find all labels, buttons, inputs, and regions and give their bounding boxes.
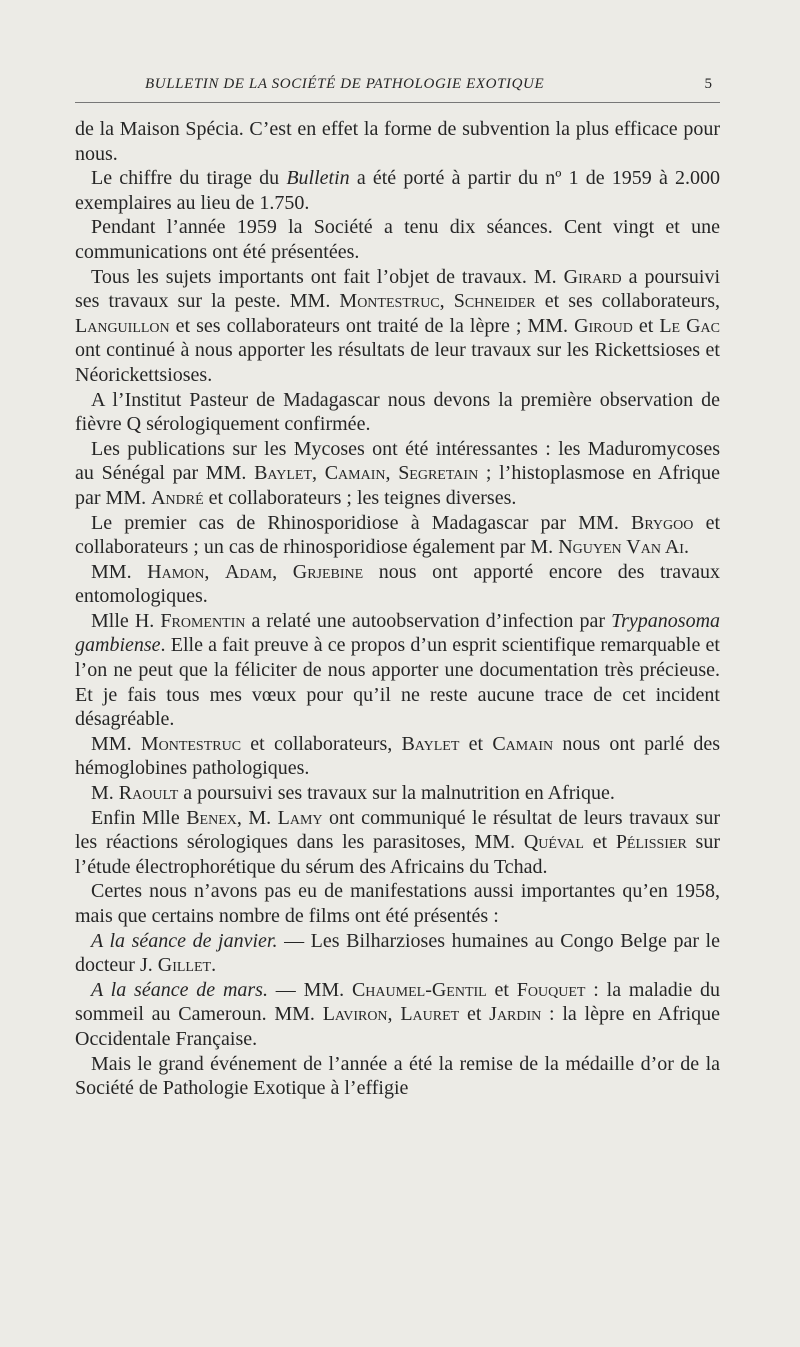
author-name: Montestruc [140,732,242,755]
author-name: Adam [225,560,273,583]
paragraph [75,609,720,732]
text-run: , M. [236,806,278,829]
text-run: ; l’histoplasmose en Afrique par MM. [75,462,721,509]
author-name: Chaumel-Gentil [351,978,487,1001]
text-run: , [312,462,325,485]
text-run: ont continué à nous apporter les résultats de leur travaux sur les Rickettsioses et Néorickettsioses. [75,339,720,386]
text-run: , [204,560,226,583]
text-run: . Elle a fait preuve à ce propos d’un esprit scientifique remarquable et l’on ne peut que la féliciter de nous apporter une documentation très précieuse. Et je fais tous mes vœux pour qu’il ne reste aucune trace de cet incident désagréable. [75,634,720,731]
running-header-title: BULLETIN DE LA SOCIÉTÉ DE PATHOLOGIE EXOTIQUE [145,76,545,92]
text-run: de la Maison Spécia. C’est en effet la forme de subvention la plus efficace pour nous. [75,118,720,165]
paragraph [75,388,720,437]
text-run: et [486,978,517,1001]
text-run: Mais le grand événement de l’année a été la remise de la médaille d’or de la Société de Pathologie Exotique à l’effigie [75,1052,720,1100]
italic-text: A la séance de janvier. [91,929,278,952]
text-run: et [583,831,616,854]
author-name: Segretain [398,462,479,485]
author-name: Languillon [75,314,170,337]
paragraph [75,1052,720,1101]
text-run: . [211,954,217,977]
paragraph [75,732,720,781]
text-run: nous ont apporté encore des travaux entomologiques. [75,560,721,608]
text-run: a poursuivi ses travaux sur la malnutrition en Afrique. [178,782,615,805]
author-name: Brygoo [631,511,694,534]
running-header [75,76,720,103]
text-run: A l’Institut Pasteur de Madagascar nous devons la première observation de fièvre Q sérologiquement confirmée. [75,388,720,436]
page-number: 5 [704,76,712,92]
text-run: a poursuivi ses travaux sur la peste. MM. [75,265,721,313]
paragraph [75,560,720,609]
text-run: a relaté une autoobservation d’infection par [245,609,612,632]
author-name: Raoult [118,782,179,805]
text-run: , [439,290,454,313]
paragraph [75,215,720,264]
text-run: et collaborateurs ; les teignes diverses. [203,486,517,509]
author-name: Nguyen Van Ai [558,536,684,559]
author-name: Le Gac [659,314,721,337]
author-name: Giroud [574,314,633,337]
text-run: Tous les sujets importants ont fait l’objet de travaux. M. [91,265,564,288]
text-run: et collaborateurs ; un cas de rhinosporidiose également par M. [75,511,721,559]
text-run: : la maladie du sommeil au Cameroun. MM. [75,978,721,1026]
text-run: et [459,1003,490,1026]
author-name: Benex [186,806,237,829]
text-run: Enfin Mlle [91,806,187,829]
text-run: , [272,560,293,583]
author-name: Camain [324,462,386,485]
author-name: Baylet [401,732,460,755]
author-name: Gillet [157,954,212,977]
text-run: Pendant l’année 1959 la Société a tenu dix séances. Cent vingt et une communications ont été présentées. [75,216,720,263]
text-run: MM. [91,560,148,583]
text-run: et [459,732,493,755]
italic-text: A la séance de mars. [91,978,268,1001]
text-run: et collaborateurs, [241,732,402,755]
author-name: Camain [492,732,554,755]
author-name: Fouquet [516,978,586,1001]
text-run: et ses collaborateurs ont traité de la lèpre ; MM. [169,314,575,337]
text-run: Mlle H. [91,609,161,632]
text-run: M. [91,782,119,805]
author-name: Lauret [400,1003,460,1026]
text-run: Le chiffre du tirage du [91,167,287,190]
text-run: sur l’étude électrophorétique du sérum des Africains du Tchad. [75,831,721,878]
author-name: Lamy [277,806,323,829]
paragraph [75,117,720,166]
author-name: Girard [563,265,622,288]
text-run: ont communiqué le résultat de leurs travaux sur les réactions sérologiques dans les parasitoses, MM. [75,806,720,854]
paragraph [75,929,720,978]
paragraph [75,806,720,880]
text-run: et [632,314,660,337]
text-run: Certes nous n’avons pas eu de manifestations aussi importantes qu’en 1958, mais que certains nombre de films ont été présentés : [75,880,720,927]
text-run: — Les Bilharzioses humaines au Congo Belge par le docteur J. [75,929,720,977]
author-name: Fromentin [160,609,246,632]
text-run: , [387,1003,401,1026]
author-name: Laviron [322,1003,388,1026]
paragraph [75,511,720,560]
author-name: Baylet [254,462,312,485]
author-name: Hamon [147,560,205,583]
paragraph [75,437,720,511]
author-name: Schneider [453,290,536,313]
text-run: Le premier cas de Rhinosporidiose à Madagascar par MM. [91,511,632,534]
author-name: Pélissier [615,831,687,854]
paragraph [75,978,720,1052]
text-run: : la lèpre en Afrique Occidentale Française. [75,1003,721,1050]
author-name: Montestruc [339,290,440,313]
text-run: et ses collaborateurs, [535,290,721,313]
text-run: . [683,536,689,559]
text-run: MM. [91,732,141,755]
author-name: Grjebine [292,560,364,583]
text-run: , [385,462,399,485]
author-name: André [151,486,204,509]
text-run: — MM. [267,978,352,1001]
paragraph [75,265,720,388]
italic-text: Bulletin [286,167,350,190]
paragraph [75,879,720,928]
text-run: nous ont parlé des hémoglobines pathologiques. [75,732,720,780]
paragraph [75,781,720,806]
paragraph [75,166,720,215]
text-run: Les publications sur les Mycoses ont été intéressantes : les Maduromycoses au Sénégal par MM. [75,437,720,485]
text-run: a été porté à partir du nº 1 de 1959 à 2.000 exemplaires au lieu de 1.750. [75,167,720,214]
author-name: Jardin [489,1003,542,1026]
italic-text: Trypanosoma gambiense [75,609,721,657]
body-text [75,117,720,1101]
author-name: Quéval [523,831,584,854]
